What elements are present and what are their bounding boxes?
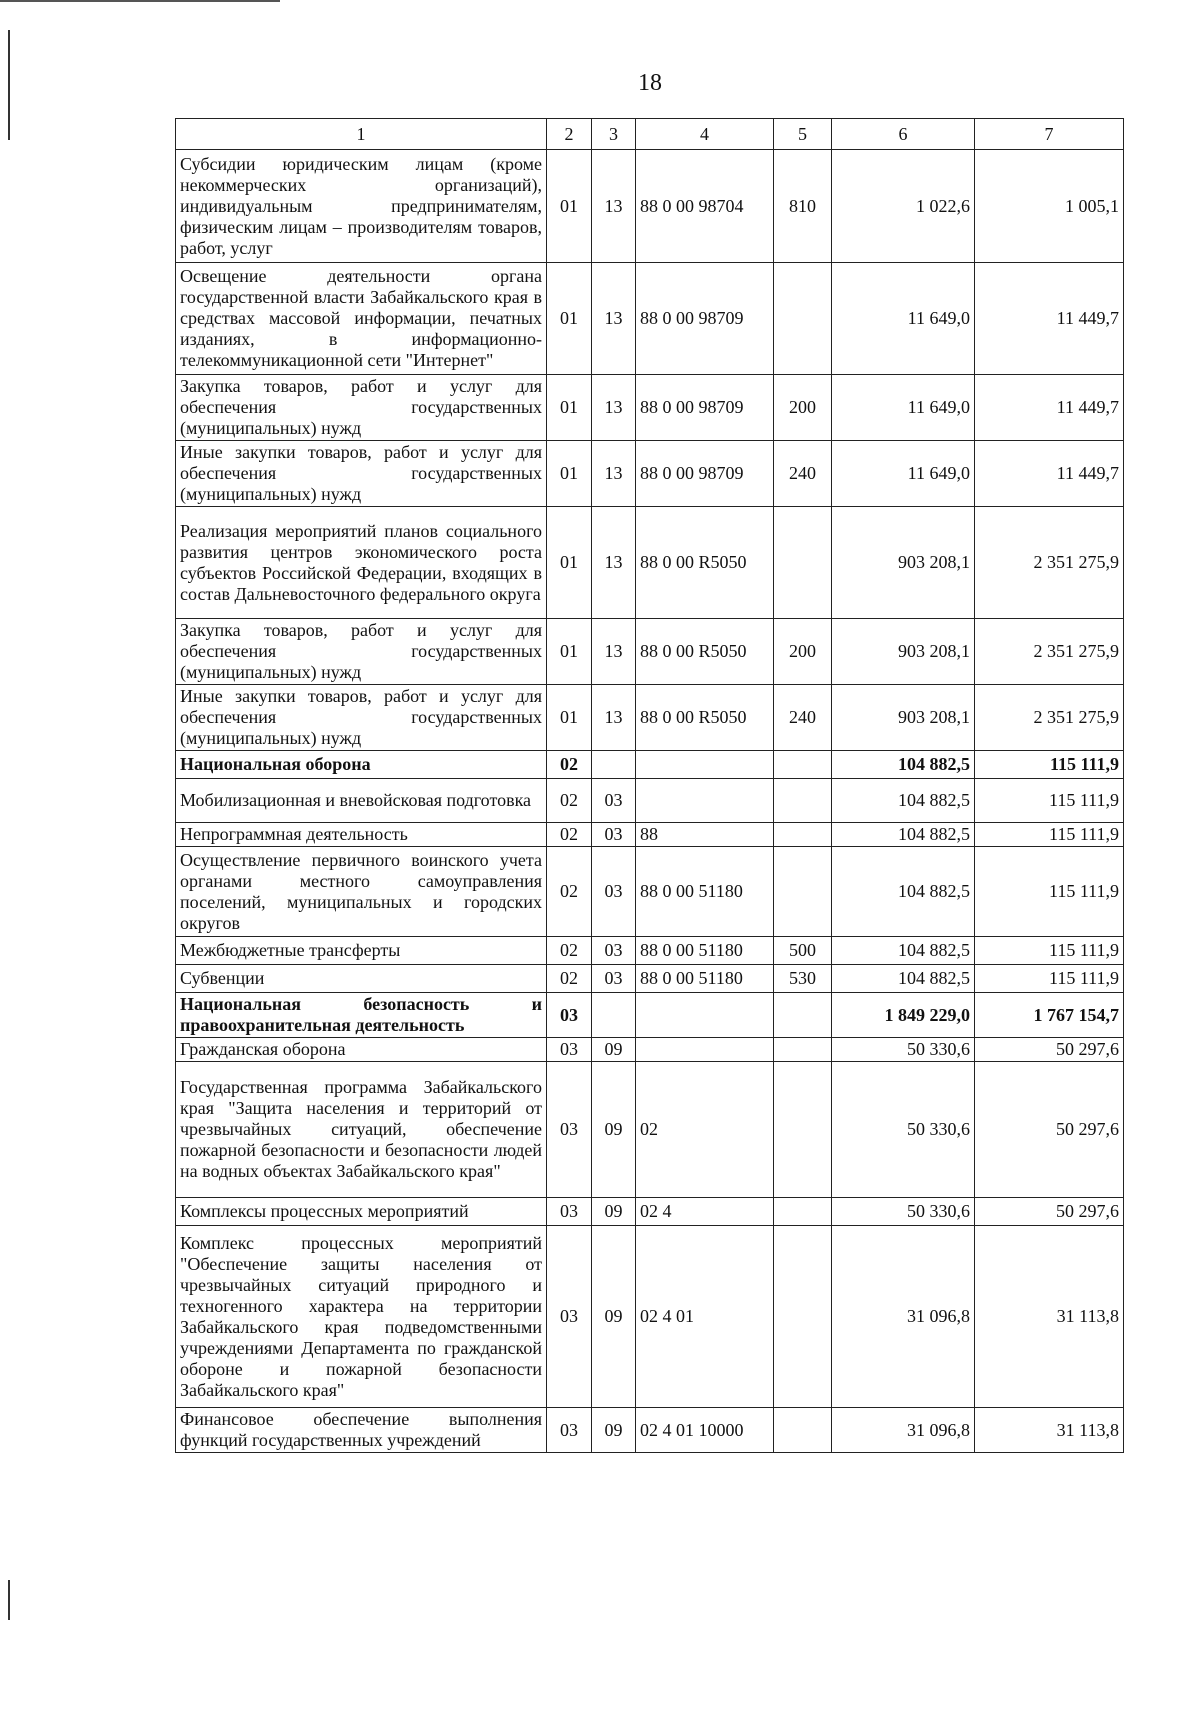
row-section: 03 bbox=[547, 1226, 592, 1408]
row-amount-year-2: 115 111,9 bbox=[975, 779, 1124, 823]
row-amount-year-1: 11 649,0 bbox=[832, 375, 975, 441]
row-section: 01 bbox=[547, 263, 592, 375]
row-target-article bbox=[636, 1038, 774, 1062]
row-amount-year-1: 903 208,1 bbox=[832, 685, 975, 751]
row-section: 03 bbox=[547, 993, 592, 1038]
row-amount-year-2: 2 351 275,9 bbox=[975, 619, 1124, 685]
row-name: Комплексы процессных мероприятий bbox=[176, 1198, 547, 1226]
row-target-article: 02 4 01 bbox=[636, 1226, 774, 1408]
row-amount-year-1: 50 330,6 bbox=[832, 1038, 975, 1062]
row-amount-year-1: 31 096,8 bbox=[832, 1408, 975, 1453]
row-amount-year-2: 115 111,9 bbox=[975, 937, 1124, 965]
table-row bbox=[176, 150, 1124, 263]
row-subsection: 09 bbox=[592, 1038, 636, 1062]
table-row bbox=[176, 823, 1124, 847]
row-amount-year-2: 11 449,7 bbox=[975, 263, 1124, 375]
row-target-article bbox=[636, 993, 774, 1038]
scan-artifact-top-line bbox=[0, 0, 280, 2]
row-expense-type bbox=[774, 823, 832, 847]
table-row bbox=[176, 1062, 1124, 1198]
row-subsection: 03 bbox=[592, 937, 636, 965]
row-subsection: 03 bbox=[592, 823, 636, 847]
row-amount-year-2: 2 351 275,9 bbox=[975, 507, 1124, 619]
row-amount-year-1: 104 882,5 bbox=[832, 823, 975, 847]
row-amount-year-2: 115 111,9 bbox=[975, 751, 1124, 779]
row-expense-type bbox=[774, 751, 832, 779]
scan-artifact-left-edge-bottom bbox=[8, 1580, 10, 1620]
row-amount-year-1: 11 649,0 bbox=[832, 263, 975, 375]
column-header: 4 bbox=[636, 119, 774, 150]
row-expense-type bbox=[774, 779, 832, 823]
row-amount-year-2: 31 113,8 bbox=[975, 1226, 1124, 1408]
table-row bbox=[176, 937, 1124, 965]
row-name: Межбюджетные трансферты bbox=[176, 937, 547, 965]
row-section: 02 bbox=[547, 937, 592, 965]
row-subsection bbox=[592, 751, 636, 779]
row-section: 01 bbox=[547, 441, 592, 507]
row-expense-type bbox=[774, 847, 832, 937]
table-row bbox=[176, 847, 1124, 937]
row-target-article: 88 0 00 51180 bbox=[636, 847, 774, 937]
row-amount-year-1: 11 649,0 bbox=[832, 441, 975, 507]
row-amount-year-2: 50 297,6 bbox=[975, 1198, 1124, 1226]
row-target-article: 02 bbox=[636, 1062, 774, 1198]
row-expense-type: 200 bbox=[774, 619, 832, 685]
row-name: Иные закупки товаров, работ и услуг для обеспечения государственных (муниципальных) нужд bbox=[176, 441, 547, 507]
row-subsection: 13 bbox=[592, 263, 636, 375]
row-section: 01 bbox=[547, 375, 592, 441]
row-name: Реализация мероприятий планов социального развития центров экономического роста субъектов Российской Федерации, входящих в состав Дальневосточного федерального округа bbox=[176, 507, 547, 619]
row-name: Гражданская оборона bbox=[176, 1038, 547, 1062]
row-amount-year-2: 50 297,6 bbox=[975, 1038, 1124, 1062]
row-expense-type: 530 bbox=[774, 965, 832, 993]
row-target-article: 88 0 00 98709 bbox=[636, 375, 774, 441]
row-expense-type bbox=[774, 993, 832, 1038]
table-row bbox=[176, 441, 1124, 507]
column-header: 3 bbox=[592, 119, 636, 150]
row-expense-type bbox=[774, 507, 832, 619]
row-target-article: 02 4 01 10000 bbox=[636, 1408, 774, 1453]
row-target-article: 88 0 00 R5050 bbox=[636, 507, 774, 619]
table-row bbox=[176, 375, 1124, 441]
row-amount-year-2: 1 767 154,7 bbox=[975, 993, 1124, 1038]
row-amount-year-1: 104 882,5 bbox=[832, 937, 975, 965]
row-name: Освещение деятельности органа государственной власти Забайкальского края в средствах массовой информации, печатных изданиях, в информационно-телекоммуникационной сети "Интернет" bbox=[176, 263, 547, 375]
row-amount-year-1: 903 208,1 bbox=[832, 507, 975, 619]
row-subsection: 03 bbox=[592, 965, 636, 993]
row-section: 02 bbox=[547, 751, 592, 779]
row-subsection: 13 bbox=[592, 619, 636, 685]
row-name: Национальная безопасность и правоохранительная деятельность bbox=[176, 993, 547, 1038]
row-subsection: 03 bbox=[592, 779, 636, 823]
row-target-article: 88 bbox=[636, 823, 774, 847]
row-expense-type bbox=[774, 1226, 832, 1408]
row-subsection: 13 bbox=[592, 375, 636, 441]
row-amount-year-1: 31 096,8 bbox=[832, 1226, 975, 1408]
row-subsection: 13 bbox=[592, 150, 636, 263]
row-amount-year-1: 903 208,1 bbox=[832, 619, 975, 685]
column-header: 5 bbox=[774, 119, 832, 150]
table-row bbox=[176, 619, 1124, 685]
row-subsection: 09 bbox=[592, 1408, 636, 1453]
row-name: Государственная программа Забайкальского края "Защита населения и территорий от чрезвычайных ситуаций, обеспечение пожарной безопасности и безопасности людей на водных объектах Забайкальского края" bbox=[176, 1062, 547, 1198]
row-amount-year-1: 104 882,5 bbox=[832, 751, 975, 779]
row-section: 02 bbox=[547, 779, 592, 823]
row-section: 03 bbox=[547, 1198, 592, 1226]
row-amount-year-2: 11 449,7 bbox=[975, 375, 1124, 441]
row-name: Субвенции bbox=[176, 965, 547, 993]
row-expense-type bbox=[774, 1408, 832, 1453]
row-target-article bbox=[636, 779, 774, 823]
row-subsection: 09 bbox=[592, 1062, 636, 1198]
row-section: 03 bbox=[547, 1408, 592, 1453]
row-name: Комплекс процессных мероприятий "Обеспечение защиты населения от чрезвычайных ситуаций природного и техногенного характера на территории Забайкальского края подведомственными учреждениями Департамента по гражданской обороне и пожарной безопасности Забайкальского края" bbox=[176, 1226, 547, 1408]
row-target-article: 88 0 00 98709 bbox=[636, 263, 774, 375]
row-amount-year-2: 115 111,9 bbox=[975, 965, 1124, 993]
column-header: 7 bbox=[975, 119, 1124, 150]
table-body bbox=[176, 150, 1124, 1453]
row-amount-year-1: 50 330,6 bbox=[832, 1198, 975, 1226]
row-amount-year-1: 104 882,5 bbox=[832, 779, 975, 823]
row-section: 01 bbox=[547, 619, 592, 685]
row-expense-type: 200 bbox=[774, 375, 832, 441]
row-expense-type: 240 bbox=[774, 685, 832, 751]
row-section: 02 bbox=[547, 823, 592, 847]
row-target-article: 88 0 00 98704 bbox=[636, 150, 774, 263]
row-target-article bbox=[636, 751, 774, 779]
row-section: 01 bbox=[547, 150, 592, 263]
row-section: 02 bbox=[547, 847, 592, 937]
row-subsection: 13 bbox=[592, 441, 636, 507]
table-row bbox=[176, 263, 1124, 375]
row-section: 02 bbox=[547, 965, 592, 993]
row-subsection: 13 bbox=[592, 685, 636, 751]
row-expense-type: 240 bbox=[774, 441, 832, 507]
row-name: Иные закупки товаров, работ и услуг для обеспечения государственных (муниципальных) нужд bbox=[176, 685, 547, 751]
row-subsection: 09 bbox=[592, 1198, 636, 1226]
header-row bbox=[176, 119, 1124, 150]
row-subsection: 13 bbox=[592, 507, 636, 619]
table-row bbox=[176, 1226, 1124, 1408]
row-name: Закупка товаров, работ и услуг для обеспечения государственных (муниципальных) нужд bbox=[176, 375, 547, 441]
row-amount-year-2: 50 297,6 bbox=[975, 1062, 1124, 1198]
row-target-article: 02 4 bbox=[636, 1198, 774, 1226]
row-section: 03 bbox=[547, 1038, 592, 1062]
row-subsection bbox=[592, 993, 636, 1038]
table-row bbox=[176, 779, 1124, 823]
table-row bbox=[176, 1038, 1124, 1062]
row-expense-type: 810 bbox=[774, 150, 832, 263]
row-amount-year-1: 104 882,5 bbox=[832, 965, 975, 993]
row-subsection: 09 bbox=[592, 1226, 636, 1408]
column-header: 1 bbox=[176, 119, 547, 150]
row-expense-type bbox=[774, 1198, 832, 1226]
table-row bbox=[176, 685, 1124, 751]
table-row bbox=[176, 1408, 1124, 1453]
row-name: Осуществление первичного воинского учета органами местного самоуправления поселений, муниципальных и городских округов bbox=[176, 847, 547, 937]
row-target-article: 88 0 00 R5050 bbox=[636, 619, 774, 685]
row-section: 01 bbox=[547, 507, 592, 619]
row-section: 01 bbox=[547, 685, 592, 751]
row-name: Закупка товаров, работ и услуг для обеспечения государственных (муниципальных) нужд bbox=[176, 619, 547, 685]
row-name: Субсидии юридическим лицам (кроме некоммерческих организаций), индивидуальным предпринимателям, физическим лицам – производителям товаров, работ, услуг bbox=[176, 150, 547, 263]
row-section: 03 bbox=[547, 1062, 592, 1198]
table-row bbox=[176, 1198, 1124, 1226]
row-name: Мобилизационная и вневойсковая подготовка bbox=[176, 779, 547, 823]
row-target-article: 88 0 00 98709 bbox=[636, 441, 774, 507]
row-amount-year-2: 11 449,7 bbox=[975, 441, 1124, 507]
row-target-article: 88 0 00 R5050 bbox=[636, 685, 774, 751]
row-amount-year-2: 31 113,8 bbox=[975, 1408, 1124, 1453]
row-amount-year-1: 1 022,6 bbox=[832, 150, 975, 263]
budget-table bbox=[175, 118, 1124, 1453]
row-name: Национальная оборона bbox=[176, 751, 547, 779]
row-amount-year-2: 115 111,9 bbox=[975, 847, 1124, 937]
row-expense-type bbox=[774, 1038, 832, 1062]
row-expense-type: 500 bbox=[774, 937, 832, 965]
row-expense-type bbox=[774, 263, 832, 375]
table-row bbox=[176, 993, 1124, 1038]
row-name: Финансовое обеспечение выполнения функций государственных учреждений bbox=[176, 1408, 547, 1453]
column-header: 2 bbox=[547, 119, 592, 150]
column-header: 6 bbox=[832, 119, 975, 150]
row-target-article: 88 0 00 51180 bbox=[636, 937, 774, 965]
row-target-article: 88 0 00 51180 bbox=[636, 965, 774, 993]
row-amount-year-2: 115 111,9 bbox=[975, 823, 1124, 847]
row-amount-year-1: 50 330,6 bbox=[832, 1062, 975, 1198]
table-row bbox=[176, 965, 1124, 993]
row-amount-year-1: 104 882,5 bbox=[832, 847, 975, 937]
page-number: 18 bbox=[638, 70, 662, 96]
table-row bbox=[176, 507, 1124, 619]
row-amount-year-1: 1 849 229,0 bbox=[832, 993, 975, 1038]
row-amount-year-2: 1 005,1 bbox=[975, 150, 1124, 263]
row-name: Непрограммная деятельность bbox=[176, 823, 547, 847]
row-subsection: 03 bbox=[592, 847, 636, 937]
table-row bbox=[176, 751, 1124, 779]
row-expense-type bbox=[774, 1062, 832, 1198]
row-amount-year-2: 2 351 275,9 bbox=[975, 685, 1124, 751]
